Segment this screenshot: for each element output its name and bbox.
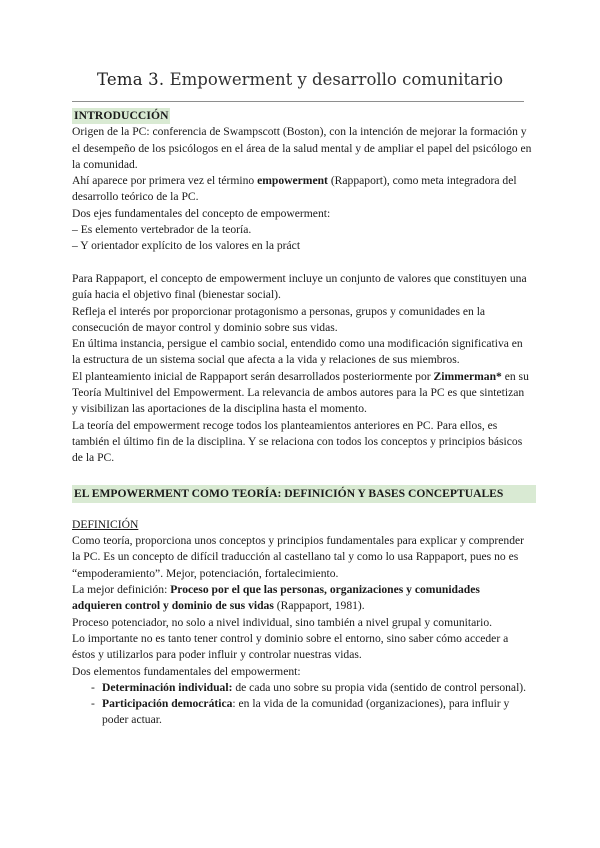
intro-paragraph-interest: Refleja el interés por proporcionar protagonismo a personas, grupos y comunidades en la consecución de mayor control y dominio sobre sus vidas. — [72, 304, 486, 334]
intro-axis-1: – Es elemento vertebrador de la teoría. — [72, 223, 252, 237]
spacer — [72, 255, 532, 271]
definition-paragraph-best — [72, 582, 532, 615]
intro-paragraph-axes: Dos ejes fundamentales del concepto de empowerment: — [72, 206, 331, 220]
text-span: Ahí aparece por primera vez el término — [72, 174, 258, 188]
text-bold: Zimmerman* — [433, 369, 502, 383]
text-bold: empowerment — [257, 174, 328, 188]
text-bold: Proceso por el que las personas, organizaciones y comunidades adquieren control y dominio de sus vidas — [72, 583, 480, 613]
definition-subheading: DEFINICIÓN — [72, 517, 139, 531]
intro-paragraph-term — [72, 173, 532, 206]
intro-paragraph-zimmerman — [72, 369, 532, 418]
text-bold: Determinación individual: — [102, 680, 233, 694]
definition-paragraph-theory: Como teoría, proporciona unos conceptos y principios fundamentales para explicar y comprender la PC. Es un concepto de difícil traducción al castellano tal y como lo usa Rappaport, pues no es “empoderamiento”. Mejor, potenciación, fortalecimiento. — [72, 534, 525, 580]
intro-heading-line — [72, 108, 532, 124]
section2-heading: EL EMPOWERMENT COMO TEORÍA: DEFINICIÓN Y BASES CONCEPTUALES — [72, 485, 536, 503]
intro-paragraph-theory: La teoría del empowerment recoge todos los planteamientos anteriores en PC. Para ellos, es también el último fin de la disciplina. Y se relaciona con todos los conceptos y principios básicos de la PC. — [72, 418, 523, 465]
text-bold: Participación democrática — [102, 697, 233, 711]
intro-paragraph-origin: Origen de la PC: conferencia de Swampscott (Boston), con la intención de mejorar la formación y el desempeño de los psicólogos en el área de la salud mental y de ampliar el papel del psicólogo en la comunidad. — [72, 125, 532, 171]
bullet-dash: - — [91, 697, 95, 711]
intro-heading: INTRODUCCIÓN — [72, 108, 170, 124]
text-span: en su Teoría Multinivel del Empowerment. La relevancia de ambos autores para la PC es que sintetizan y visibilizan las aportaciones de la disciplina hasta el momento. — [72, 369, 529, 416]
document-body — [72, 108, 532, 729]
text-span: La mejor definición: — [72, 583, 171, 597]
page-title — [0, 70, 600, 89]
list-item — [72, 696, 532, 729]
bullet-dash: - — [91, 680, 95, 694]
title-lead: Tema 3. — [96, 70, 165, 89]
section2-heading-line — [72, 485, 532, 503]
title-divider — [72, 101, 524, 102]
text-span: (Rappaport), como meta integradora del desarrollo teórico de la PC. — [72, 174, 517, 204]
intro-paragraph-change: En última instancia, persigue el cambio social, entendido como una modificación significativa en la estructura de un sistema social que afecta a la vida y relaciones de sus miembros. — [72, 337, 523, 367]
definition-paragraph-control: Lo importante no es tanto tener control y dominio sobre el entorno, sino saber cómo acceder a éstos y utilizarlos para poder influir y controlar nuestras vidas. — [72, 631, 509, 662]
intro-paragraph-rappaport: Para Rappaport, el concepto de empowerment incluye un conjunto de valores que constituyen una guía hacia el objetivo final (bienestar social). — [72, 271, 527, 302]
spacer — [72, 503, 532, 517]
definition-paragraph-elements: Dos elementos fundamentales del empowerment: — [72, 664, 301, 678]
definition-paragraph-process: Proceso potenciador, no solo a nivel individual, sino también a nivel grupal y comunitario. — [72, 615, 493, 629]
text-span: de cada uno sobre su propia vida (sentido de control personal). — [232, 680, 527, 694]
intro-axis-2: – Y orientador explícito de los valores en la práct — [72, 239, 301, 253]
text-span: El planteamiento inicial de Rappaport serán desarrollados posteriormente por — [72, 369, 434, 383]
spacer — [72, 467, 532, 485]
text-span: (Rappaport, 1981). — [273, 599, 365, 613]
list-item — [72, 680, 532, 696]
text-span: : en la vida de la comunidad (organizaciones), para influir y poder actuar. — [102, 697, 510, 727]
title-rest: Empowerment y desarrollo comunitario — [169, 70, 504, 89]
